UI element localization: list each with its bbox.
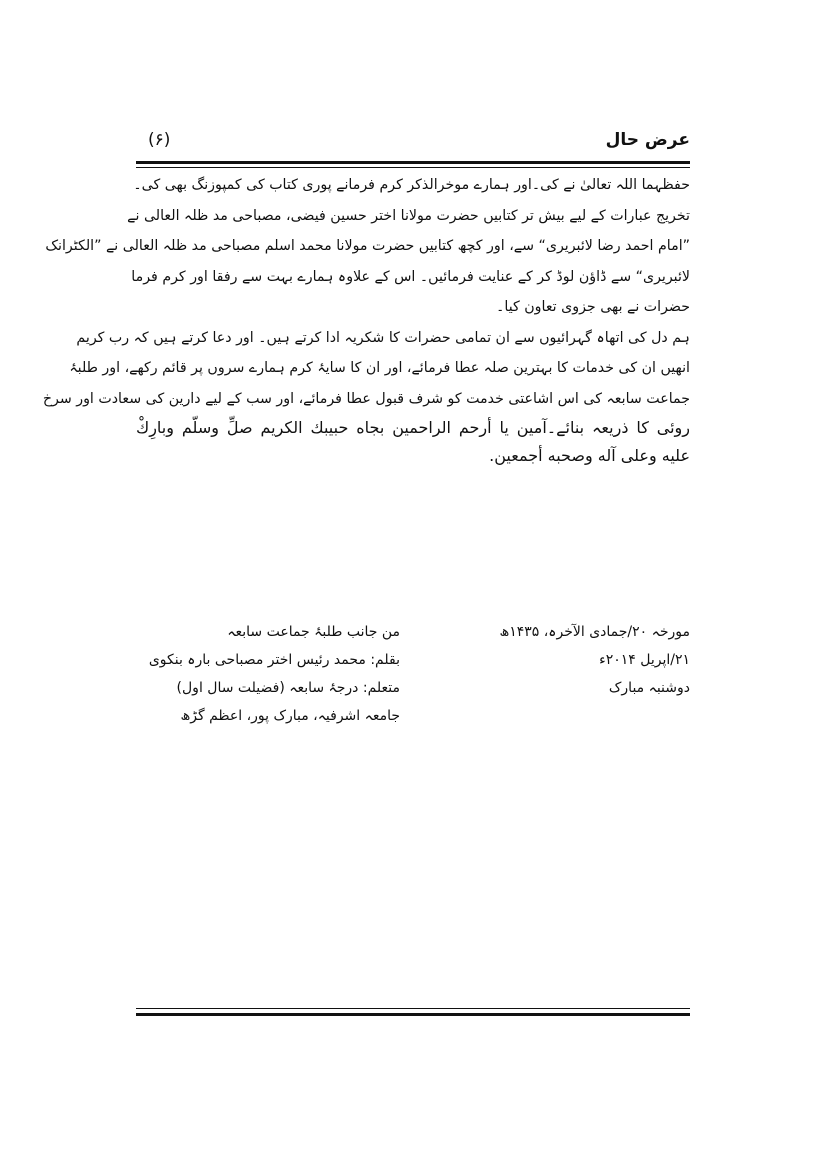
body-line: ہم دل کی اتھاہ گہرائیوں سے ان تمامی حضرات کا شکریہ ادا کرتے ہیں۔ اور دعا کرتے ہیں کہ رب کریم (76, 329, 690, 346)
body-line: تخریج عبارات کے لیے بیش تر کتابیں حضرت مولانا اختر حسین فیضی، مصباحی مد ظلہ العالی نے (127, 207, 690, 224)
body-line: حضرات نے بھی جزوی تعاون کیا۔ (496, 299, 690, 315)
body-line: حفظہما اللہ تعالیٰ نے کی۔اور ہمارے موخرالذکر کرم فرمانے پوری کتاب کی کمپوزنگ بھی کی۔ (133, 177, 690, 193)
footer-rule-thin (136, 1008, 690, 1009)
header-rule (136, 161, 690, 164)
body-line: ”امام احمد رضا لائبریری“ سے، اور کچھ کتابیں حضرت مولانا محمد اسلم مصباحی مد ظلہ العالی نے ”الکٹرانک (45, 238, 690, 254)
date-gregorian: ۲۱/اپریل ۲۰۱۴ء (599, 652, 690, 668)
signature-line: بقلم: محمد رئیس اختر مصباحی بارہ بنکوی (148, 652, 400, 668)
signature-line: من جانب طلبۂ جماعت سابعہ (227, 624, 400, 640)
footer-rule (136, 1013, 690, 1016)
page-number: (۶) (148, 130, 171, 150)
body-line: لائبریری“ سے ڈاؤن لوڈ کر کے عنایت فرمائیں۔ اس کے علاوہ ہمارے بہت سے رفقا اور کرم فرما (131, 268, 690, 285)
body-line: روئی کا ذریعہ بنائے۔آمین یا أرحم الراحمين بجاه حبيبك الكريم صلِّ وسلّم وبارِكْ (136, 418, 690, 437)
body-text (42, 170, 690, 470)
body-line: جماعت سابعہ کی اس اشاعتی خدمت کو شرف قبول عطا فرمائے، اور سب کے لیے دارین کی سعادت اور سرخ (42, 390, 690, 407)
body-line: انھیں ان کی خدمات کا بہترین صلہ عطا فرمائے، اور ان کا سایۂ کرم ہمارے سروں پر قائم رکھے، اور طلبۂ (69, 360, 690, 376)
body-line: عليه وعلى آله وصحبه أجمعين. (489, 446, 690, 465)
signature-line: جامعہ اشرفیہ، مبارک پور، اعظم گڑھ (180, 708, 400, 724)
section-title: عرض حال (605, 130, 690, 150)
header-rule-thin (136, 167, 690, 168)
signature-line: متعلم: درجۂ سابعہ (فضیلت سال اول) (176, 680, 400, 696)
weekday: دوشنبہ مبارک (608, 680, 690, 696)
date-block (470, 618, 690, 702)
signature-block (148, 618, 400, 730)
date-hijri: مورخہ ۲۰/جمادی الآخرہ، ۱۴۳۵ھ (499, 624, 690, 640)
